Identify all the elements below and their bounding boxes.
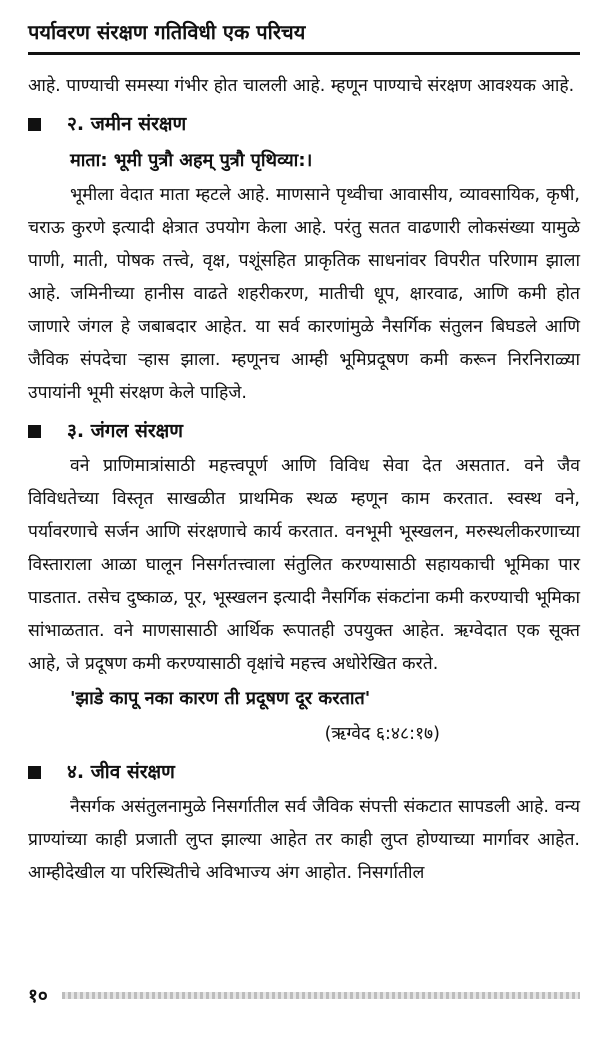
land-paragraph: भूमीला वेदात माता म्हटले आहे. माणसाने पृथ्वीचा आवासीय, व्यावसायिक, कृषी, चराऊ कुरणे इत्यादी क्षेत्रात उपयोग केला आहे. परंतु सतत वाढणारी लोकसंख्या यामुळे पाणी, माती, पोषक तत्त्वे, वृक्ष, पशूंसहित प्राकृतिक साधनांवर विपरीत परिणाम झाला आहे. जमिनीच्या हानीस वाढते शहरीकरण, मातीची धूप, क्षारवाढ, आणि कमी होत जाणारे जंगल हे जबाबदार आहेत. या सर्व कारणांमुळे नैसर्गिक संतुलन बिघडले आणि जैविक संपदेचा ऱ्हास झाला. म्हणूनच आम्ही भूमिप्रदूषण कमी करून निरनिराळ्या उपायांनी भूमी संरक्षण केले पाहिजे. [28,185,580,403]
square-bullet-icon [28,118,41,131]
page-footer [28,980,580,1010]
page-content [28,70,580,890]
rigveda-citation: (ऋग्वेद ६:४८:१७) [324,724,440,744]
running-header [28,18,580,55]
footer-decorative-strip [62,992,580,999]
header-title: पर्यावरण संरक्षण गतिविधी एक परिचय [28,20,306,44]
section-heading-text: ४. जीव संरक्षण [67,761,175,783]
life-paragraph: नैसर्गक असंतुलनामुळे निसर्गातील सर्व जैविक संपत्ती संकटात सापडली आहे. वन्य प्राण्यांच्या काही प्रजाती लुप्त झाल्या आहेत तर काही लुप्त होण्याच्या मार्गावर आहेत. आम्हीदेखील या परिस्थितीचे अविभाज्य अंग आहोत. निसर्गातील [28,797,580,883]
section-heading-land [28,107,580,141]
sanskrit-verse: माता: भूमी पुत्रौ अहम् पुत्रौ पृथिव्या:। [70,150,313,171]
section-heading-text: २. जमीन संरक्षण [67,113,187,135]
section-heading-text: ३. जंगल संरक्षण [67,420,183,442]
square-bullet-icon [28,766,41,779]
forest-paragraph: वने प्राणिमात्रांसाठी महत्त्वपूर्ण आणि विविध सेवा देत असतात. वने जैव विविधतेच्या विस्तृत साखळीत प्राथमिक स्थळ म्हणून काम करतात. स्वस्थ वने, पर्यावरणाचे सर्जन आणि संरक्षणाचे कार्य करतात. वनभूमी भूस्खलन, मरुस्थलीकरणाच्या विस्ताराला आळा घालून निसर्गतत्त्वाला संतुलित करण्यासाठी सहायकाची भूमिका पार पाडतात. तसेच दुष्काळ, पूर, भूस्खलन इत्यादी नैसर्गिक संकटांना कमी करण्याची भूमिका सांभाळतात. वने माणसासाठी आर्थिक रूपातही उपयुक्त आहेत. ऋग्वेदात एक सूक्त आहे, जे प्रदूषण कमी करण्यासाठी वृक्षांचे महत्त्व अधोरेखित करते. [28,456,580,674]
section-heading-life [28,755,580,789]
intro-paragraph: आहे. पाण्याची समस्या गंभीर होत चालली आहे. म्हणून पाण्याचे संरक्षण आवश्यक आहे. [28,76,575,96]
page-number: १० [28,985,48,1007]
section-heading-forest [28,414,580,448]
square-bullet-icon [28,425,41,438]
rigveda-quote: 'झाडे कापू नका कारण ती प्रदूषण दूर करतात' [70,688,371,709]
